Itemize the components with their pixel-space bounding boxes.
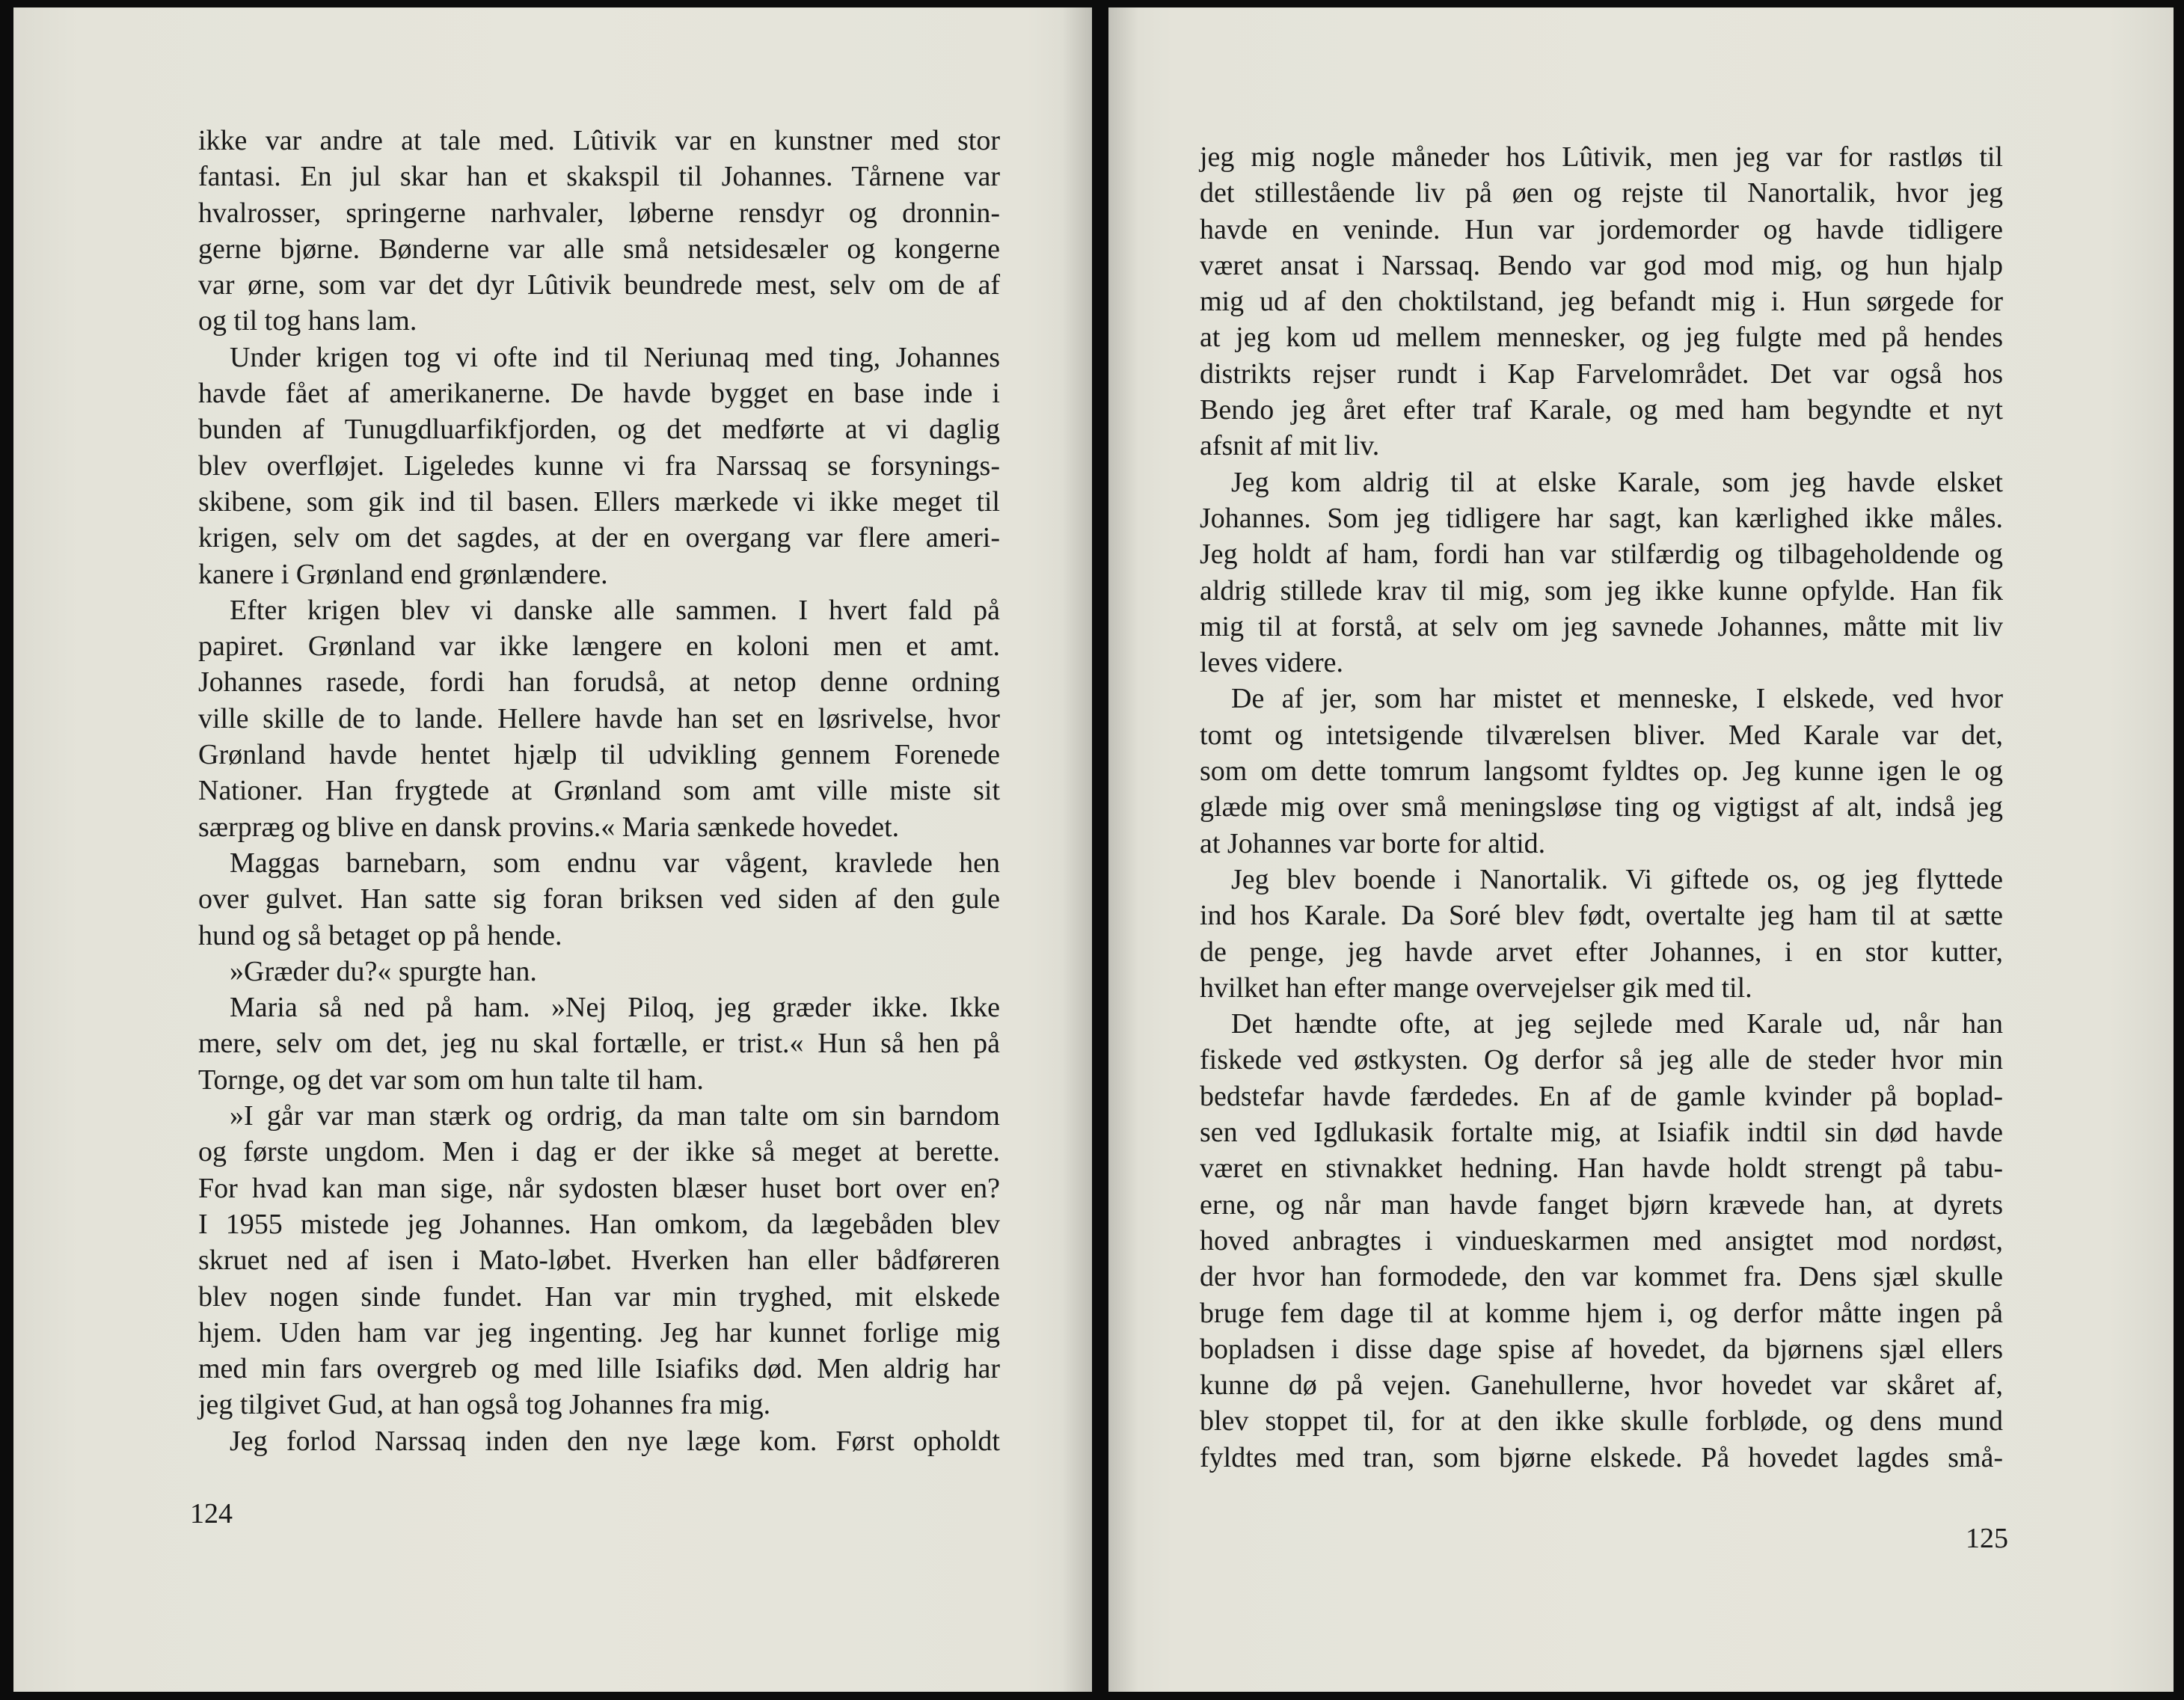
text-line: Det hændte ofte, at jeg sejlede med Karale ud, når han — [1231, 1008, 2003, 1040]
text-line: det stillestående liv på øen og rejste til Nanortalik, hvor jeg — [1200, 177, 2003, 209]
text-line: hoved anbragtes i vindueskarmen med ansigtet mod nordøst, — [1200, 1224, 2003, 1256]
text-line: tomt og intetsigende tilværelsen bliver. Med Karale var det, — [1200, 719, 2003, 751]
text-line: var ørne, som var det dyr Lûtivik beundrede mest, selv om de af — [198, 269, 1000, 301]
text-line: og første ungdom. Men i dag er der ikke så meget at berette. — [198, 1136, 1000, 1168]
text-line: hvilket han efter mange overvejelser gik med til. — [1200, 972, 1752, 1004]
spine-shadow — [1062, 7, 1092, 1692]
text-line: Grønland havde hentet hjælp til udvikling gennem Forenede — [198, 739, 1000, 771]
text-line: bruge fem dage til at komme hjem i, og derfor måtte ingen på — [1200, 1297, 2003, 1329]
text-line: aldrig stillede krav til mig, som jeg ikke kunne opfylde. Han fik — [1200, 574, 2003, 607]
text-line: der hvor han formodede, den var kommet fra. Dens sjæl skulle — [1200, 1261, 2003, 1293]
text-line: For hvad kan man sige, når sydosten blæser huset bort over en? — [198, 1172, 1000, 1204]
text-line: jeg tilgivet Gud, at han også tog Johannes fra mig. — [198, 1389, 771, 1421]
text-line: glæde mig over små meningsløse ting og vigtigst af alt, indså jeg — [1200, 791, 2003, 823]
text-line: som om dette tomrum langsomt fyldtes op. Jeg kunne igen le og — [1200, 755, 2003, 788]
text-line: Efter krigen blev vi danske alle sammen. I hvert fald på — [230, 594, 1000, 626]
text-line: hvalrosser, springerne narhvaler, løberne rensdyr og dronnin- — [198, 197, 1000, 229]
text-line: at Johannes var borte for altid. — [1200, 827, 1546, 859]
text-line: »I går var man stærk og ordrig, da man talte om sin barndom — [230, 1100, 1000, 1132]
text-line: ind hos Karale. Da Soré blev født, overtalte jeg ham til at sætte — [1200, 900, 2003, 932]
text-line: hund og så betaget op på hende. — [198, 919, 562, 951]
text-line: mig til at forstå, at selv om jeg savnede Johannes, måtte mit liv — [1200, 610, 2003, 642]
left-page-number: 124 — [190, 1498, 233, 1529]
text-line: skruet ned af isen i Mato-løbet. Hverken han eller bådføreren — [198, 1245, 1000, 1277]
text-line: erne, og når man havde fanget bjørn krævede han, at dyrets — [1200, 1188, 2003, 1221]
text-line: Maggas barnebarn, som endnu var vågent, kravlede hen — [230, 847, 1000, 879]
text-line: Tornge, og det var som om hun talte til ham. — [198, 1064, 704, 1096]
text-line: »Græder du?« spurgte han. — [230, 955, 537, 987]
text-line: distrikts rejser rundt i Kap Farvelområdet. Det var også hos — [1200, 358, 2003, 390]
text-line: været ansat i Narssaq. Bendo var god mod mig, og hun hjalp — [1200, 249, 2003, 281]
text-line: havde en veninde. Hun var jordemorder og havde tidligere — [1200, 213, 2003, 245]
text-line: fantasi. En jul skar han et skakspil til Johannes. Tårnene var — [198, 161, 1000, 193]
text-line: Jeg holdt af ham, fordi han var stilfærdig og tilbageholdende og — [1200, 538, 2003, 571]
text-line: jeg mig nogle måneder hos Lûtivik, men jeg var for rastløs til — [1200, 141, 2003, 173]
text-line: blev nogen sinde fundet. Han var min tryghed, mit elskede — [198, 1280, 1000, 1313]
text-line: Johannes rasede, fordi han forudså, at netop denne ordning — [198, 666, 1000, 699]
text-line: med min fars overgreb og med lille Isiafiks død. Men aldrig har — [198, 1353, 1000, 1385]
text-line: været en stivnakket hedning. Han havde holdt strengt på tabu- — [1200, 1153, 2003, 1185]
text-line: hjem. Uden ham var jeg ingenting. Jeg har kunnet forlige mig — [198, 1316, 1000, 1348]
text-line: Under krigen tog vi ofte ind til Neriunaq med ting, Johannes — [230, 341, 1000, 373]
text-line: kunne dø på vejen. Ganehullerne, hvor hovedet var skåret af, — [1200, 1369, 2003, 1402]
text-line: Jeg kom aldrig til at elske Karale, som jeg havde elsket — [1231, 466, 2003, 498]
text-line: fiskede ved østkysten. Og derfor så jeg alle de steder hvor min — [1200, 1044, 2003, 1076]
text-line: bunden af Tunugdluarfikfjorden, og det medførte at vi daglig — [198, 414, 1000, 446]
text-line: særpræg og blive en dansk provins.« Maria sænkede hovedet. — [198, 811, 900, 843]
text-line: ikke var andre at tale med. Lûtivik var en kunstner med stor — [198, 125, 1000, 156]
text-line: De af jer, som har mistet et menneske, I elskede, ved hvor — [1231, 683, 2003, 715]
text-line: fyldtes med tran, som bjørne elskede. På hovedet lagdes små- — [1200, 1441, 2003, 1473]
text-line: blev stoppet til, for at den ikke skulle forbløde, og dens mund — [1200, 1405, 2003, 1437]
text-line: mig ud af den choktilstand, jeg befandt mig i. Hun sørgede for — [1200, 286, 2003, 318]
left-page-body-text — [198, 123, 1000, 1459]
text-line: havde fået af amerikanerne. De havde bygget en base inde i — [198, 378, 1000, 410]
text-line: gerne bjørne. Bønderne var alle små netsidesæler og kongerne — [198, 233, 1000, 265]
text-line: skibene, som gik ind til basen. Ellers mærkede vi ikke meget til — [198, 485, 1000, 518]
left-page — [13, 7, 1092, 1692]
text-line: afsnit af mit liv. — [1200, 430, 1380, 462]
text-line: og til tog hans lam. — [198, 305, 417, 337]
text-line: ville skille de to lande. Hellere havde han set en løsrivelse, hvor — [198, 702, 1000, 734]
text-line: de penge, jeg havde arvet efter Johannes, i en stor kutter, — [1200, 936, 2003, 968]
text-line: leves videre. — [1200, 647, 1344, 679]
text-line: at jeg kom ud mellem mennesker, og jeg fulgte med på hendes — [1200, 322, 2003, 354]
text-line: Bendo jeg året efter traf Karale, og med ham begyndte et nyt — [1200, 394, 2003, 426]
right-page — [1108, 7, 2174, 1692]
text-line: sen ved Igdlukasik fortalte mig, at Isiafik indtil sin død havde — [1200, 1117, 2003, 1149]
text-line: Jeg blev boende i Nanortalik. Vi giftede os, og jeg flyttede — [1231, 863, 2003, 895]
right-page-number: 125 — [1966, 1523, 2008, 1554]
text-line: Nationer. Han frygtede at Grønland som amt ville miste sit — [198, 775, 1000, 807]
right-page-body-text — [1200, 139, 2003, 1476]
text-line: Maria så ned på ham. »Nej Piloq, jeg græder ikke. Ikke — [230, 992, 1000, 1024]
text-line: papiret. Grønland var ikke længere en koloni men et amt. — [198, 630, 1000, 663]
text-line: over gulvet. Han satte sig foran briksen ved siden af den gule — [198, 883, 1000, 915]
text-line: kanere i Grønland end grønlændere. — [198, 558, 608, 590]
text-line: bedstefar havde færdedes. En af de gamle kvinder på boplad- — [1200, 1080, 2003, 1112]
text-line: mere, selv om det, jeg nu skal fortælle, er trist.« Hun så hen på — [198, 1028, 1000, 1060]
text-line: blev overfløjet. Ligeledes kunne vi fra Narssaq se forsynings- — [198, 449, 1000, 482]
text-line: Jeg forlod Narssaq inden den nye læge kom. Først opholdt — [230, 1425, 1000, 1457]
text-line: I 1955 mistede jeg Johannes. Han omkom, da lægebåden blev — [198, 1208, 1000, 1240]
text-line: Johannes. Som jeg tidligere har sagt, kan kærlighed ikke måles. — [1200, 502, 2003, 534]
text-line: krigen, selv om det sagdes, at der en overgang var flere ameri- — [198, 522, 1000, 554]
text-line: bopladsen i disse dage spise af hovedet, da bjørnens sjæl ellers — [1200, 1333, 2003, 1365]
spine-shadow — [1108, 7, 1138, 1692]
